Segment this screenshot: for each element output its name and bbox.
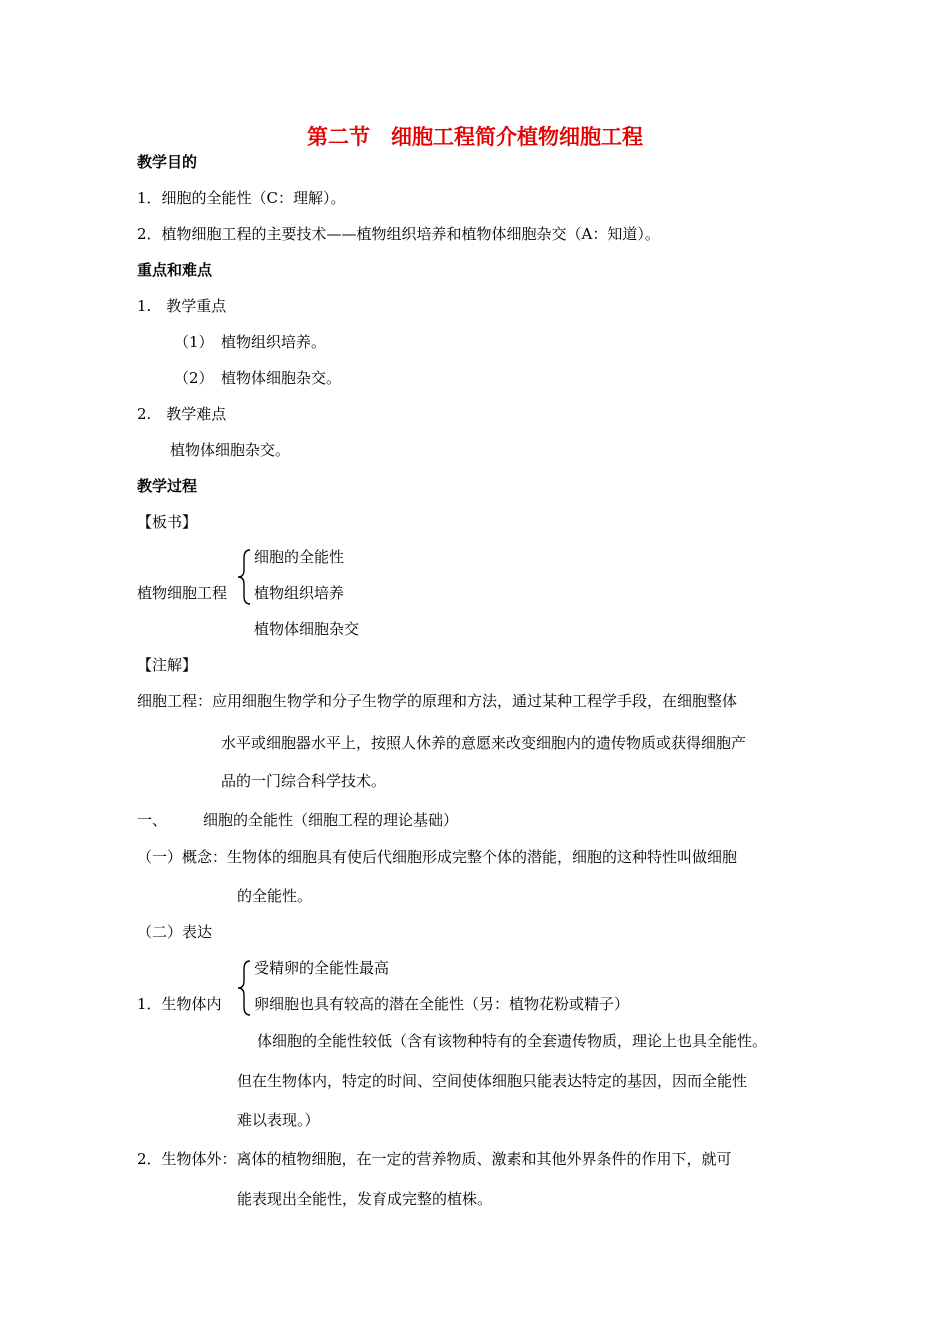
process-heading: 教学过程 xyxy=(137,477,198,495)
concept-line-1: （一）概念：生物体的细胞具有使后代细胞形成完整个体的潜能，细胞的这种特性叫做细胞 xyxy=(137,848,738,866)
somatic-line-1: 体细胞的全能性较低（含有该物种特有的全套遗传物质，理论上也具全能性。 xyxy=(257,1032,768,1050)
board-item-2: 植物组织培养 xyxy=(254,584,345,602)
invivo-item-2: 卵细胞也具有较高的潜在全能性（另：植物花粉或精子） xyxy=(254,995,630,1013)
left-brace-icon xyxy=(236,548,252,606)
board-root: 植物细胞工程 xyxy=(137,584,228,602)
key-points-heading: 重点和难点 xyxy=(137,261,213,279)
note-label: 【注解】 xyxy=(137,656,198,674)
objectives-heading: 教学目的 xyxy=(137,153,198,171)
difficulty-item: 植物体细胞杂交。 xyxy=(170,441,291,459)
somatic-line-2: 但在生物体内，特定的时间、空间使体细胞只能表达特定的基因，因而全能性 xyxy=(237,1072,748,1090)
concept-line-2: 的全能性。 xyxy=(237,887,313,905)
objective-item-2: 2．植物细胞工程的主要技术——植物组织培养和植物体细胞杂交（A：知道）。 xyxy=(137,225,660,243)
section1-heading: 细胞的全能性（细胞工程的理论基础） xyxy=(203,811,459,829)
objective-item-1: 1．细胞的全能性（C：理解）。 xyxy=(137,189,346,207)
invivo-label: 1．生物体内 xyxy=(137,995,222,1013)
invivo-item-1: 受精卵的全能性最高 xyxy=(254,959,390,977)
focus-item-2: （2） 植物体细胞杂交。 xyxy=(174,369,342,387)
note-line-3: 品的一门综合科学技术。 xyxy=(221,772,387,790)
page-title: 第二节 细胞工程简介植物细胞工程 xyxy=(307,125,643,149)
difficulty-label: 2. 教学难点 xyxy=(137,405,227,423)
left-brace-icon xyxy=(236,959,252,1017)
focus-label: 1. 教学重点 xyxy=(137,297,227,315)
board-item-3: 植物体细胞杂交 xyxy=(254,620,360,638)
section1-number: 一、 xyxy=(137,811,168,829)
board-label: 【板书】 xyxy=(137,513,198,531)
expression-heading: （二）表达 xyxy=(137,923,213,941)
note-line-1: 细胞工程：应用细胞生物学和分子生物学的原理和方法，通过某种工程学手段，在细胞整体 xyxy=(137,692,738,710)
somatic-line-3: 难以表现。） xyxy=(237,1111,320,1129)
invitro-line-2: 能表现出全能性，发育成完整的植株。 xyxy=(237,1190,493,1208)
note-line-2: 水平或细胞器水平上，按照人休养的意愿来改变细胞内的遗传物质或获得细胞产 xyxy=(221,734,747,752)
focus-item-1: （1） 植物组织培养。 xyxy=(174,333,327,351)
board-item-1: 细胞的全能性 xyxy=(254,548,345,566)
invitro-line-1: 2．生物体外：离体的植物细胞，在一定的营养物质、激素和其他外界条件的作用下，就可 xyxy=(137,1150,732,1168)
